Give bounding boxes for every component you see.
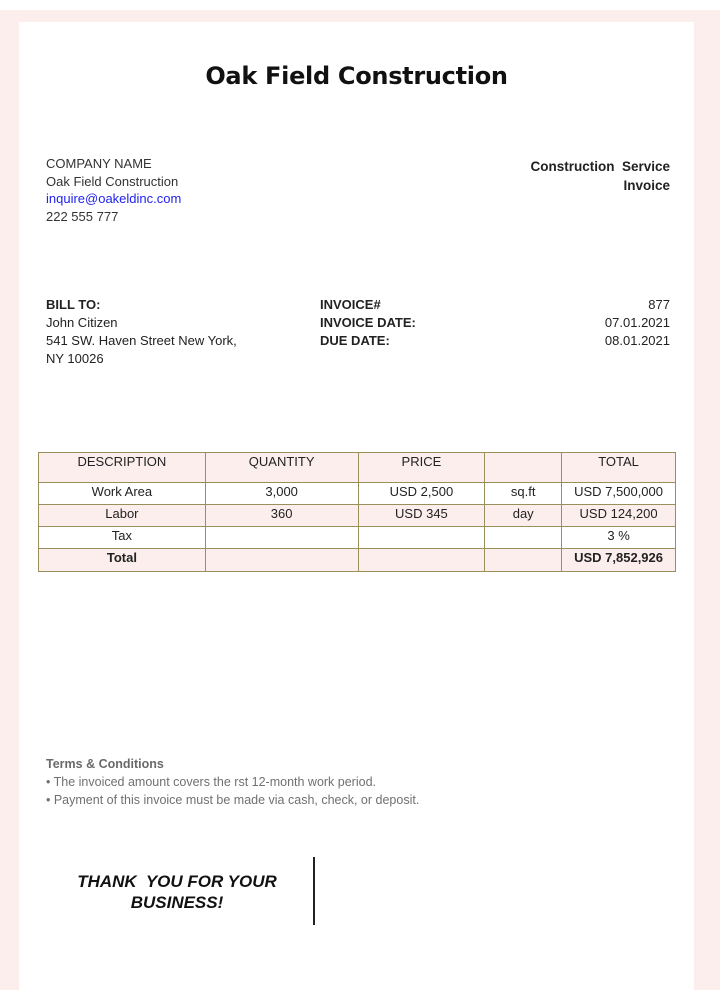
terms-item: • Payment of this invoice must be made via cash, check, or deposit.	[46, 793, 420, 807]
cell-description: Work Area	[39, 483, 206, 505]
page-title: Oak Field Construction	[205, 62, 508, 90]
company-info	[46, 155, 181, 225]
thank-you-line1: THANK YOU FOR YOUR	[77, 872, 277, 891]
invoice-labels	[320, 296, 416, 350]
invoice-date: 07.01.2021	[604, 315, 670, 330]
total-label: Total	[39, 549, 206, 572]
cell-description: Labor	[39, 505, 206, 527]
signature-divider	[313, 857, 315, 925]
cell-description: Tax	[39, 527, 206, 549]
cell-quantity: 3,000	[205, 483, 358, 505]
line-items-table	[38, 452, 676, 572]
cell-quantity	[205, 549, 358, 572]
invoice-number: 877	[648, 297, 670, 312]
company-label: COMPANY NAME	[46, 156, 152, 171]
bill-to-address-line2: NY 10026	[46, 351, 104, 366]
table-total-row	[39, 549, 676, 572]
column-header-quantity: QUANTITY	[205, 453, 358, 483]
document-type	[530, 157, 670, 195]
company-name: Oak Field Construction	[46, 173, 179, 189]
cell-price	[358, 549, 485, 572]
column-header-price: PRICE	[358, 453, 485, 483]
bill-to-label: BILL TO:	[46, 297, 101, 312]
cell-quantity: 360	[205, 505, 358, 527]
due-date-label: DUE DATE:	[320, 333, 390, 348]
document-type-line2: Invoice	[623, 178, 670, 193]
cell-unit	[485, 527, 562, 549]
terms-item: • The invoiced amount covers the rst 12-month work period.	[46, 775, 376, 789]
cell-unit: day	[485, 505, 562, 527]
cell-quantity	[205, 527, 358, 549]
grand-total: USD 7,852,926	[562, 549, 676, 572]
thank-you-line2: BUSINESS!	[130, 893, 224, 912]
table-row	[39, 527, 676, 549]
company-phone: 222 555 777	[46, 208, 119, 224]
bill-to	[46, 296, 237, 368]
terms-heading: Terms & Conditions	[46, 757, 164, 771]
cell-price	[358, 527, 485, 549]
table-row	[39, 483, 676, 505]
invoice-date-label: INVOICE DATE:	[320, 315, 416, 330]
cell-total: USD 7,500,000	[562, 483, 676, 505]
cell-total: 3 %	[562, 527, 676, 549]
cell-total: USD 124,200	[562, 505, 676, 527]
terms-and-conditions	[46, 755, 419, 809]
cell-price: USD 345	[358, 505, 485, 527]
column-header-unit	[485, 453, 562, 483]
invoice-values	[605, 296, 670, 350]
due-date: 08.01.2021	[604, 333, 670, 348]
invoice-number-label: INVOICE#	[320, 297, 381, 312]
cell-unit	[485, 549, 562, 572]
column-header-total: TOTAL	[562, 453, 676, 483]
cell-price: USD 2,500	[358, 483, 485, 505]
company-email-link[interactable]: inquire@oakeldinc.com	[46, 191, 182, 206]
column-header-description: DESCRIPTION	[39, 453, 206, 483]
table-row	[39, 505, 676, 527]
thank-you-message	[52, 871, 302, 913]
table-header-row	[39, 453, 676, 483]
cell-unit: sq.ft	[485, 483, 562, 505]
document-type-line1: Construction Service	[530, 159, 670, 174]
bill-to-address-line1: 541 SW. Haven Street New York,	[46, 333, 237, 348]
bill-to-name: John Citizen	[46, 315, 118, 330]
